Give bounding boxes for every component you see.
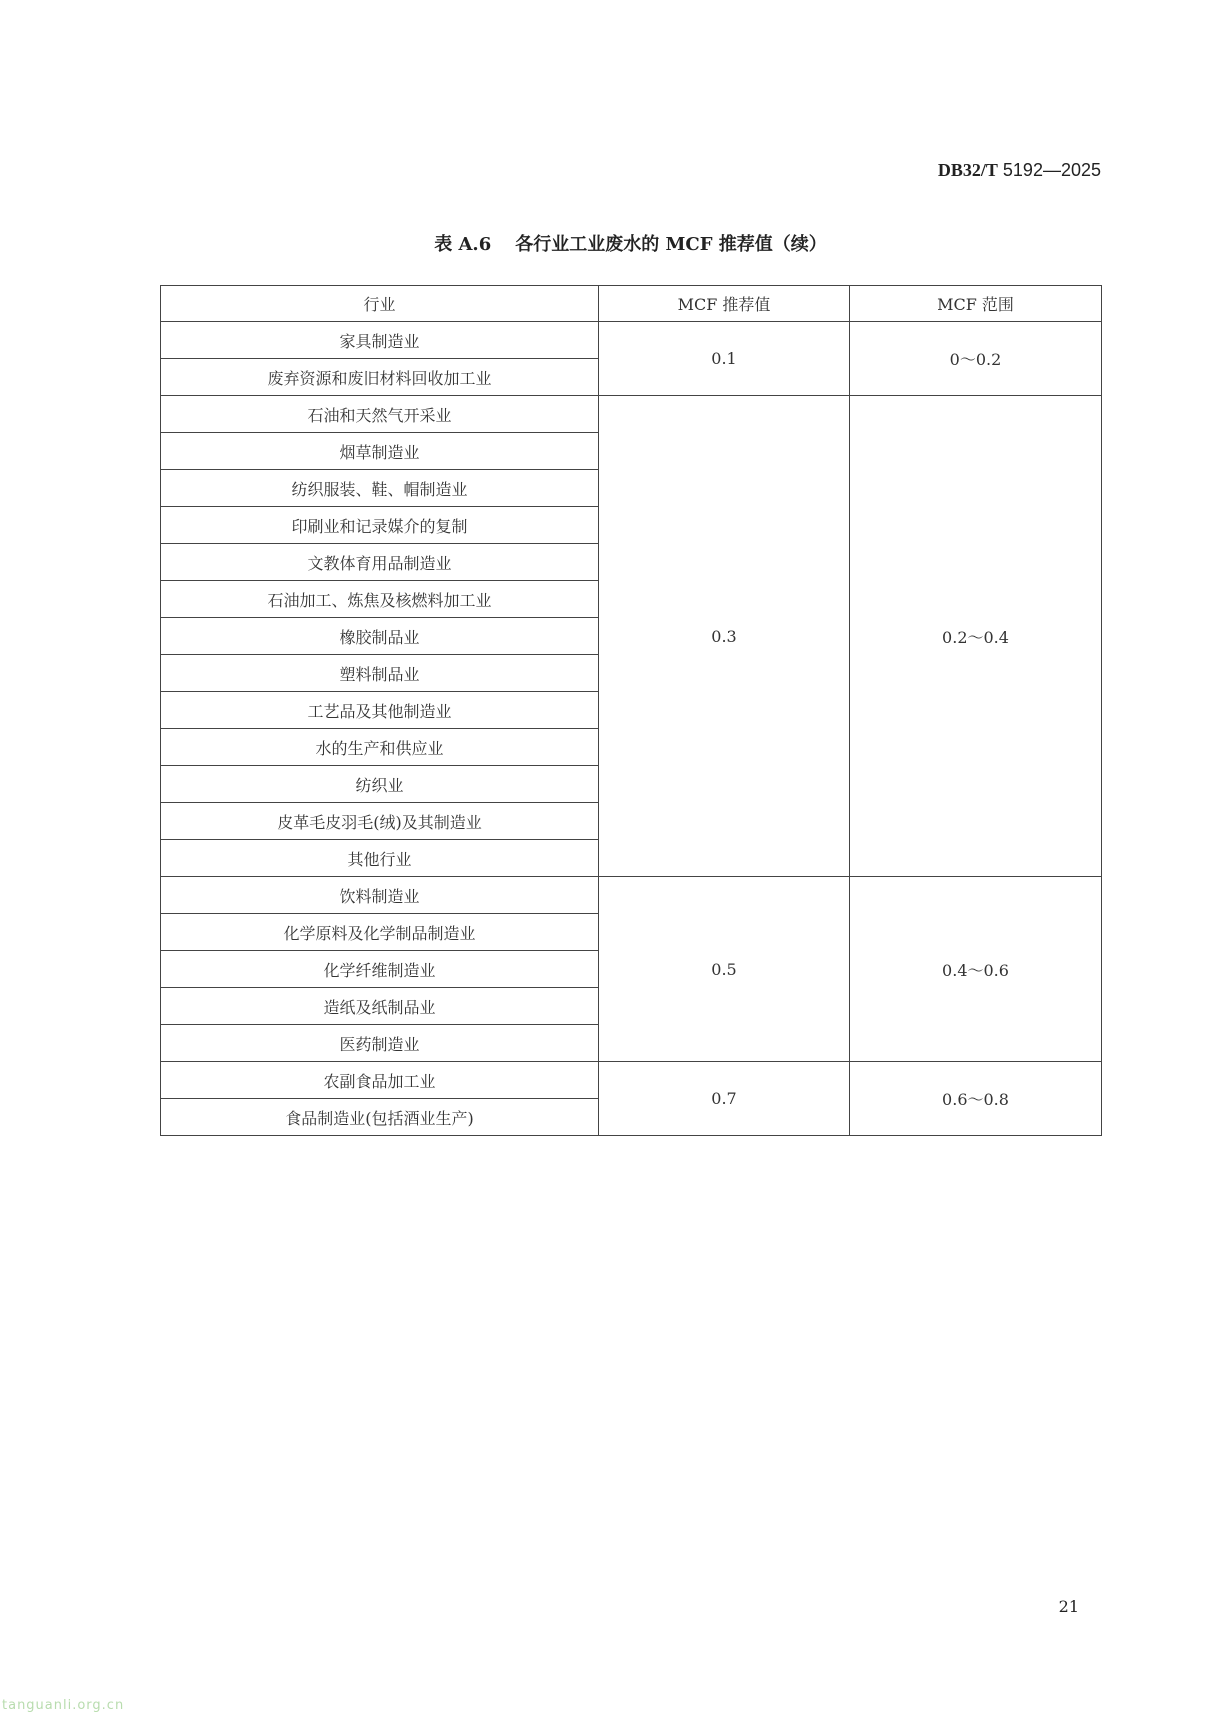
industry-cell: 造纸及纸制品业 [161,988,599,1025]
mcf-range-cell: 0.6～0.8 [850,1062,1102,1136]
industry-cell: 水的生产和供应业 [161,729,599,766]
mcf-value-cell: 0.3 [599,396,850,877]
column-header-range: MCF 范围 [850,286,1102,322]
industry-cell: 石油加工、炼焦及核燃料加工业 [161,581,599,618]
mcf-table [160,285,1102,1136]
mcf-range-cell: 0～0.2 [850,322,1102,396]
industry-cell: 废弃资源和废旧材料回收加工业 [161,359,599,396]
column-header-industry: 行业 [161,286,599,322]
industry-cell: 工艺品及其他制造业 [161,692,599,729]
column-header-mcf: MCF 推荐值 [599,286,850,322]
industry-cell: 化学原料及化学制品制造业 [161,914,599,951]
industry-cell: 其他行业 [161,840,599,877]
industry-cell: 橡胶制品业 [161,618,599,655]
industry-cell: 印刷业和记录媒介的复制 [161,507,599,544]
table-row [161,1062,1102,1099]
table-caption [160,232,1101,258]
mcf-range-cell: 0.4～0.6 [850,877,1102,1062]
watermark: tanguanli.org.cn [2,1698,125,1713]
industry-cell: 烟草制造业 [161,433,599,470]
mcf-value-cell: 0.7 [599,1062,850,1136]
industry-cell: 食品制造业(包括酒业生产) [161,1099,599,1136]
industry-cell: 饮料制造业 [161,877,599,914]
page-number: 21 [1058,1597,1079,1616]
standard-code [938,158,1101,183]
table-caption-label: 表 A.6 [434,234,492,255]
industry-cell: 皮革毛皮羽毛(绒)及其制造业 [161,803,599,840]
mcf-range-cell: 0.2～0.4 [850,396,1102,877]
table-header-row [161,286,1102,322]
mcf-value-cell: 0.5 [599,877,850,1062]
industry-cell: 石油和天然气开采业 [161,396,599,433]
industry-cell: 化学纤维制造业 [161,951,599,988]
industry-cell: 家具制造业 [161,322,599,359]
table-caption-title: 各行业工业废水的 MCF 推荐值（续） [515,234,827,255]
table-row [161,877,1102,914]
industry-cell: 纺织服装、鞋、帽制造业 [161,470,599,507]
industry-cell: 医药制造业 [161,1025,599,1062]
table-row [161,396,1102,433]
mcf-value-cell: 0.1 [599,322,850,396]
industry-cell: 文教体育用品制造业 [161,544,599,581]
industry-cell: 纺织业 [161,766,599,803]
industry-cell: 农副食品加工业 [161,1062,599,1099]
table-row [161,322,1102,359]
industry-cell: 塑料制品业 [161,655,599,692]
standard-code-number: 5192—2025 [1002,160,1101,180]
standard-code-prefix: DB32/T [937,160,998,180]
